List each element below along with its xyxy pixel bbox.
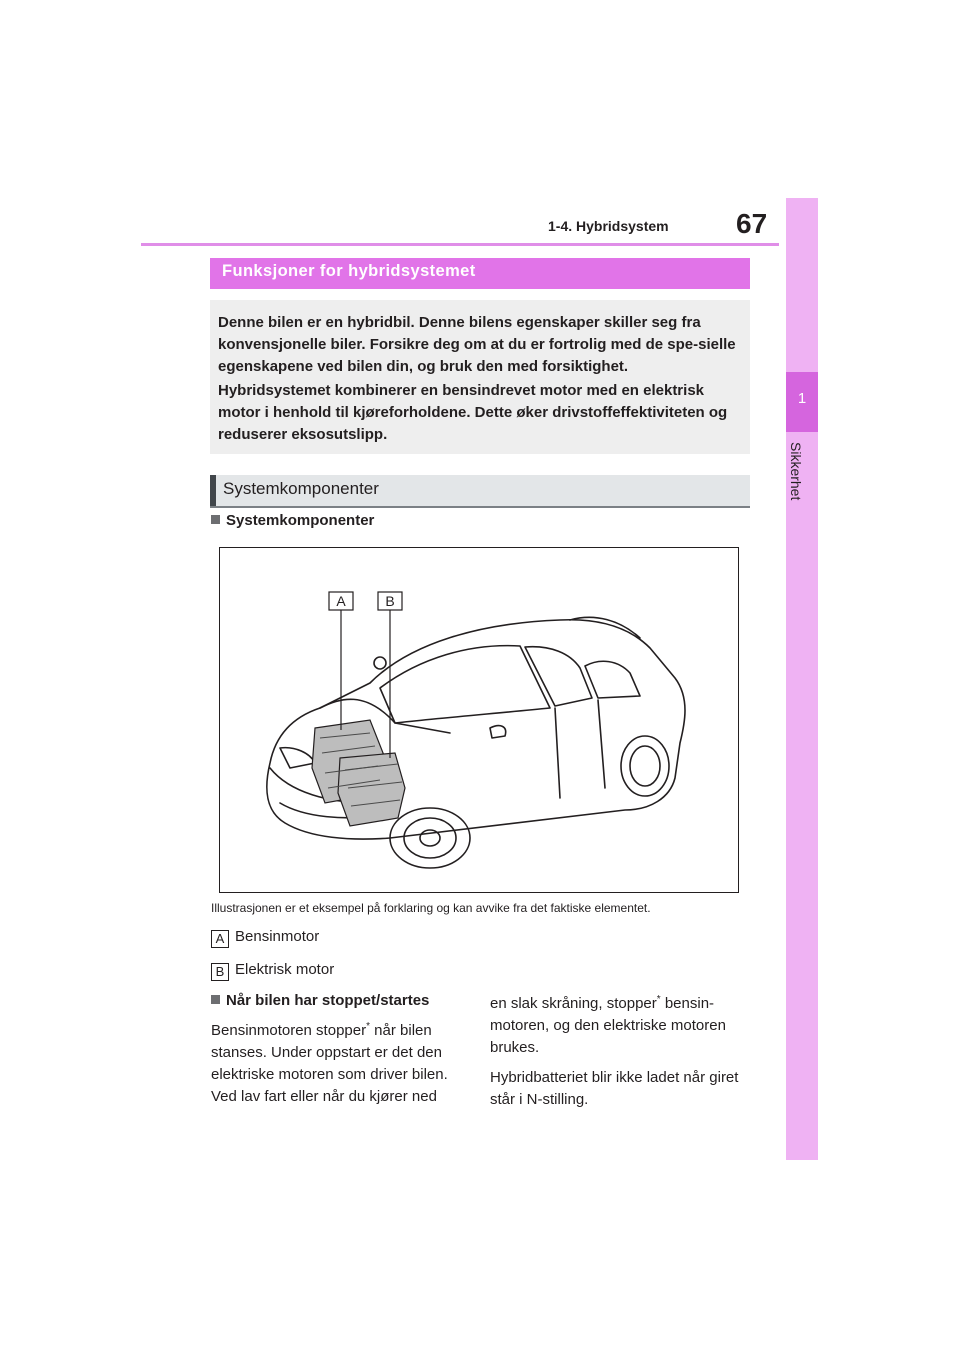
bullet-square-icon	[211, 515, 220, 524]
body-text: Bensinmotoren stopper	[211, 1022, 367, 1039]
chapter-title	[788, 442, 816, 522]
label-b: B	[385, 593, 395, 609]
bullet-title-text: Systemkomponenter	[226, 512, 375, 529]
footnote-marker: *	[656, 994, 661, 1005]
body-text: en slak skråning, stopper	[490, 995, 657, 1012]
figure-caption: Illustrasjonen er et eksempel på forklaring og kan avvike fra det faktiske elementet.	[211, 901, 651, 915]
legend-item-b	[211, 961, 334, 981]
chapter-tab	[786, 198, 818, 1160]
sub-heading-text: Systemkomponenter	[223, 479, 379, 498]
legend-item-a	[211, 928, 319, 948]
body-paragraph	[490, 993, 745, 1059]
section-label: 1-4. Hybridsystem	[548, 218, 669, 234]
body-text: når bilen stanses. Under oppstart er det den elektriske motoren som driver bilen. Ved lav fart eller når du kjører ned	[211, 1022, 448, 1105]
body-text: bensin-motoren, og den elektriske motoren brukes.	[490, 995, 726, 1056]
label-a: A	[336, 593, 346, 609]
sub-heading-bar	[210, 475, 216, 506]
bullet-title-stop-start	[211, 992, 429, 1009]
body-column-left	[211, 1020, 466, 1116]
legend-text-a: Bensinmotor	[235, 928, 320, 945]
body-paragraph	[211, 1020, 466, 1108]
chapter-title-text: Sikkerhet	[788, 442, 804, 501]
legend-text-b: Elektrisk motor	[235, 961, 335, 978]
main-heading	[210, 258, 750, 289]
page-number: 67	[736, 208, 768, 239]
chapter-number: 1	[797, 390, 807, 407]
bullet-title-components	[211, 512, 374, 529]
legend-key-b: B	[211, 963, 229, 981]
body-column-right	[490, 993, 745, 1119]
sub-heading	[210, 475, 750, 508]
bullet-title-text: Når bilen har stoppet/startes	[226, 992, 430, 1009]
main-heading-text: Funksjoner for hybridsystemet	[222, 262, 476, 280]
footnote-marker: *	[366, 1021, 370, 1032]
header-rule	[141, 243, 779, 246]
intro-paragraph-2: Hybridsystemet kombinerer en bensindrevet motor med en elektrisk motor i henhold til kjøreforholdene. Dette øker drivstoffeffektiviteten og reduserer eksosutslipp.	[218, 382, 728, 443]
car-drawing	[220, 548, 740, 894]
intro-paragraph-1: Denne bilen er en hybridbil. Denne bilens egenskaper skiller seg fra konvensjonelle biler. Forsikre deg om at du er fortrolig med de spe-sielle egenskapene ved bilen din, og bruk den med forsiktighet.	[218, 314, 736, 375]
legend-key-a: A	[211, 930, 229, 948]
body-paragraph: Hybridbatteriet blir ikke ladet når giret står i N-stilling.	[490, 1069, 739, 1108]
intro-box	[210, 300, 750, 454]
car-illustration	[219, 547, 739, 893]
bullet-square-icon	[211, 995, 220, 1004]
